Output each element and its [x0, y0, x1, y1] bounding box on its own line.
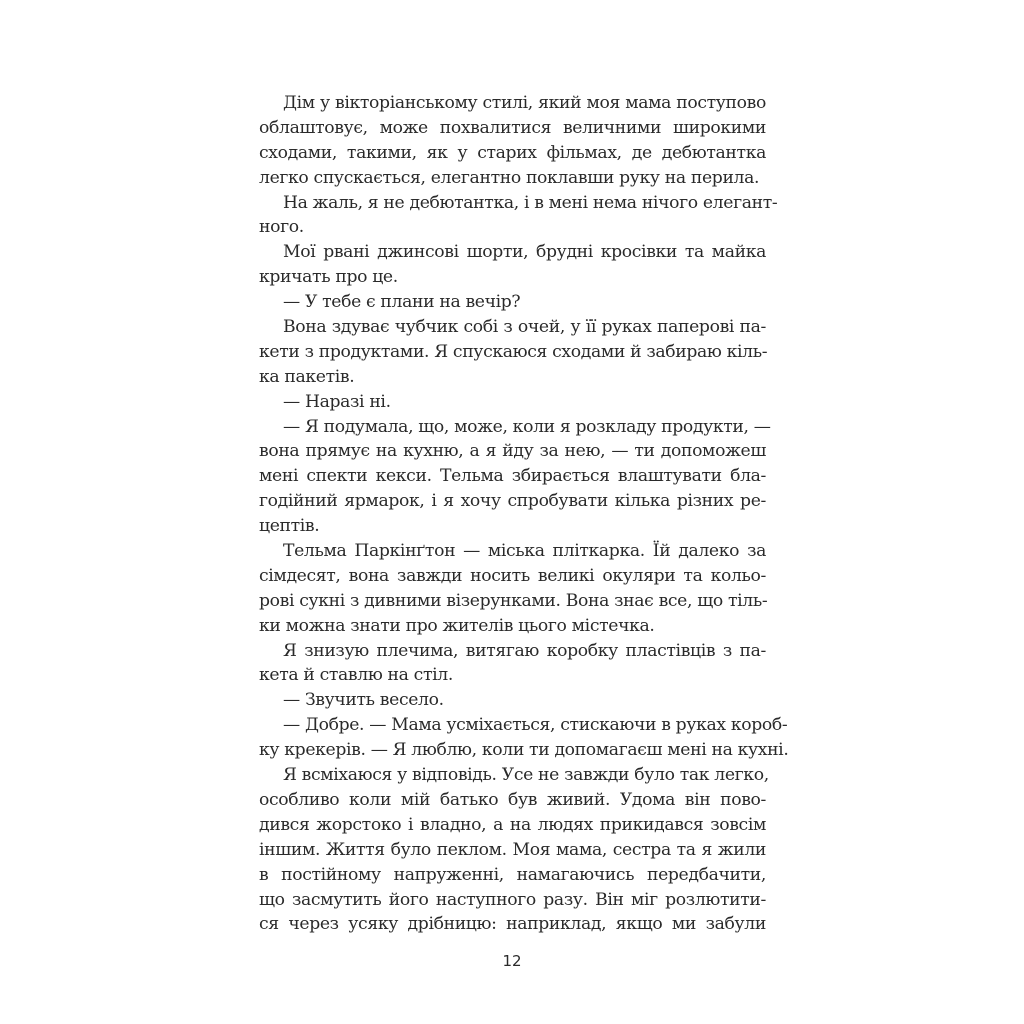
- text-line: Вона здуває чубчик собі з очей, у її руках паперові па-: [283, 317, 766, 338]
- text-line: — Наразі ні.: [283, 391, 391, 412]
- text-line: Я всміхаюся у відповідь. Усе не завжди було так легко,: [283, 765, 769, 786]
- text-line: Тельма Паркінґтон — міська пліткарка. Їй далеко за: [283, 541, 766, 562]
- text-line: дився жорстоко і владно, а на людях прикидався зовсім: [259, 814, 766, 835]
- text-line: ку крекерів. — Я люблю, коли ти допомагаєш мені на кухні.: [259, 740, 789, 761]
- text-line: легко спускається, елегантно поклавши руку на перила.: [259, 167, 760, 188]
- text-line: іншим. Життя було пеклом. Моя мама, сестра та я жили: [259, 839, 766, 860]
- text-line: сімдесят, вона завжди носить великі окуляри та кольо-: [259, 565, 766, 586]
- text-line: в постійному напруженні, намагаючись передбачити,: [259, 864, 766, 885]
- text-line: сходами, такими, як у старих фільмах, де дебютантка: [259, 142, 766, 163]
- text-line: ка пакетів.: [259, 366, 355, 387]
- text-line: — Добре. — Мама усміхається, стискаючи в руках короб-: [283, 715, 788, 736]
- text-line: облаштовує, може похвалитися величними широкими: [259, 117, 766, 138]
- text-line: цептів.: [259, 516, 320, 537]
- text-line: вона прямує на кухню, а я йду за нею, — ти допоможеш: [259, 441, 766, 462]
- text-line: особливо коли мій батько був живий. Удома він пово-: [259, 789, 766, 810]
- page-number: 12: [502, 952, 522, 970]
- text-line: На жаль, я не дебютантка, і в мені нема нічого елегант-: [283, 192, 778, 213]
- text-line: кета й ставлю на стіл.: [259, 665, 453, 686]
- text-line: мені спекти кекси. Тельма збирається влаштувати бла-: [259, 466, 766, 487]
- text-line: ся через усяку дрібницю: наприклад, якщо ми забули: [259, 914, 766, 935]
- text-line: ки можна знати про жителів цього містечка.: [259, 615, 655, 636]
- text-line: — У тебе є плани на вечір?: [283, 292, 521, 313]
- text-line: Мої рвані джинсові шорти, брудні кросівки та майка: [283, 242, 766, 263]
- text-line: ного.: [259, 217, 304, 238]
- body-text: [259, 91, 789, 937]
- text-line: кети з продуктами. Я спускаюся сходами й забираю кіль-: [259, 341, 768, 362]
- text-line: годійний ярмарок, і я хочу спробувати кілька різних ре-: [259, 491, 766, 512]
- text-line: Я знизую плечима, витягаю коробку пластівців з па-: [283, 640, 766, 661]
- text-line: кричать про це.: [259, 267, 398, 288]
- text-line: рові сукні з дивними візерунками. Вона знає все, що тіль-: [259, 590, 768, 611]
- text-line: — Звучить весело.: [283, 690, 444, 711]
- text-line: Дім у вікторіанському стилі, який моя мама поступово: [283, 93, 766, 113]
- text-line: що засмутить його наступного разу. Він міг розлютити-: [259, 889, 766, 910]
- text-line: — Я подумала, що, може, коли я розкладу продукти, —: [283, 416, 771, 437]
